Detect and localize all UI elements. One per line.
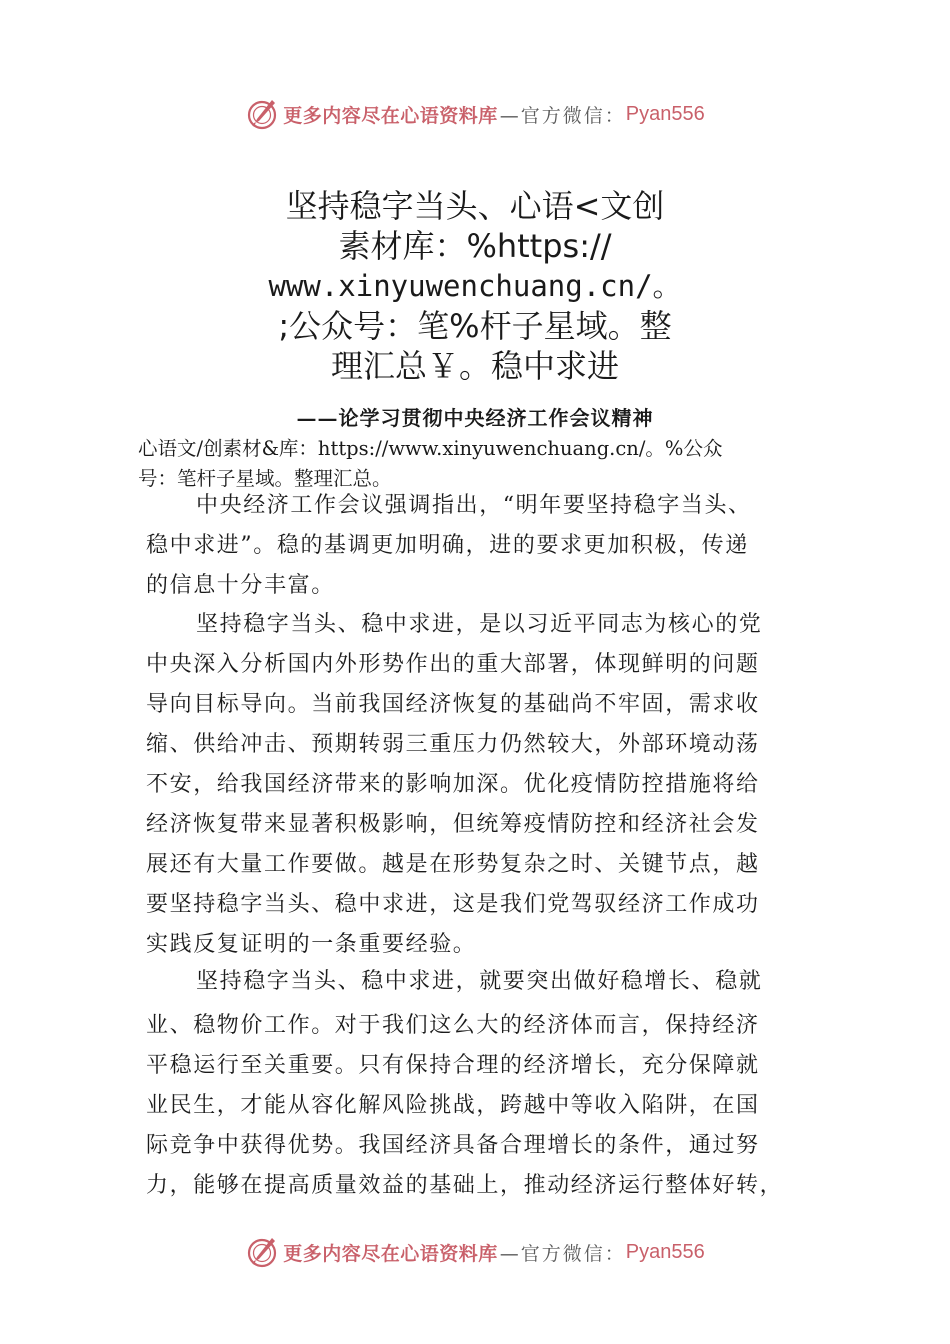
paragraph-line: 缩、供给冲击、预期转弱三重压力仍然较大，外部环境动荡 (146, 732, 760, 757)
paragraph-line: 坚持稳字当头、稳中求进，就要突出做好稳增长、稳就 (196, 969, 763, 994)
paragraph-line: 展还有大量工作要做。越是在形势复杂之时、关键节点，越 (146, 852, 760, 877)
paragraph-2 (146, 605, 826, 965)
paragraph-line: 的信息十分丰富。 (146, 573, 335, 598)
watermark-wechat-label: —官方微信： (499, 104, 626, 127)
paragraph-3 (146, 962, 826, 1206)
paragraph-line: 不安，给我国经济带来的影响加深。优化疫情防控措施将给 (146, 772, 760, 797)
document-title (180, 186, 770, 386)
paragraph-line: 业、稳物价工作。对于我们这么大的经济体而言，保持经济 (146, 1013, 760, 1038)
paragraph-line: 力，能够在提高质量效益的基础上，推动经济运行整体好转， (146, 1173, 784, 1198)
title-line: 素材库：%https:// (338, 227, 612, 265)
paragraph-line: 中央深入分析国内外形势作出的重大部署，体现鲜明的问题 (146, 652, 760, 677)
source-note (138, 434, 838, 494)
paragraph-line: 际竞争中获得优势。我国经济具备合理增长的条件，通过努 (146, 1133, 760, 1158)
watermark-wechat-label: —官方微信： (499, 1242, 626, 1265)
pen-logo-icon (245, 1235, 279, 1269)
title-line: 坚持稳字当头、心语<文创 (285, 187, 665, 225)
paragraph-line: 导向目标导向。当前我国经济恢复的基础尚不牢固，需求收 (146, 692, 760, 717)
watermark-text: 更多内容尽在心语资料库 (283, 1242, 498, 1265)
watermark-wechat-id: Pyan556 (625, 1240, 705, 1263)
paragraph-line: 经济恢复带来显著积极影响，但统筹疫情防控和经济社会发 (146, 812, 760, 837)
title-line: www.xinyuwenchuang.cn/。 (268, 269, 682, 303)
title-line: 理汇总￥。稳中求进 (330, 347, 619, 385)
paragraph-line: 稳中求进”。稳的基调更加明确，进的要求更加积极，传递 (146, 533, 749, 558)
watermark-banner-top (0, 92, 950, 136)
paragraph-line: 坚持稳字当头、稳中求进，是以习近平同志为核心的党 (196, 612, 763, 637)
source-line: 号：笔杆子星域。整理汇总。 (138, 467, 392, 490)
paragraph-line: 中央经济工作会议强调指出，“明年要坚持稳字当头、 (196, 493, 752, 518)
pen-logo-icon (245, 97, 279, 131)
paragraph-line: 要坚持稳字当头、稳中求进，这是我们党驾驭经济工作成功 (146, 892, 760, 917)
watermark-wechat-id: Pyan556 (625, 102, 705, 125)
document-subtitle: ——论学习贯彻中央经济工作会议精神 (296, 406, 654, 430)
paragraph-line: 平稳运行至关重要。只有保持合理的经济增长，充分保障就 (146, 1053, 760, 1078)
watermark-banner-bottom (0, 1230, 950, 1274)
paragraph-line: 业民生，才能从容化解风险挑战，跨越中等收入陷阱，在国 (146, 1093, 760, 1118)
watermark-text: 更多内容尽在心语资料库 (283, 104, 498, 127)
source-line: 心语文/创素材&库：https://www.xinyuwenchuang.cn/。%公众 (138, 437, 723, 460)
paragraph-line: 实践反复证明的一条重要经验。 (146, 932, 477, 957)
paragraph-1 (146, 486, 826, 606)
title-line: ;公众号：笔%杆子星域。整 (278, 307, 672, 345)
